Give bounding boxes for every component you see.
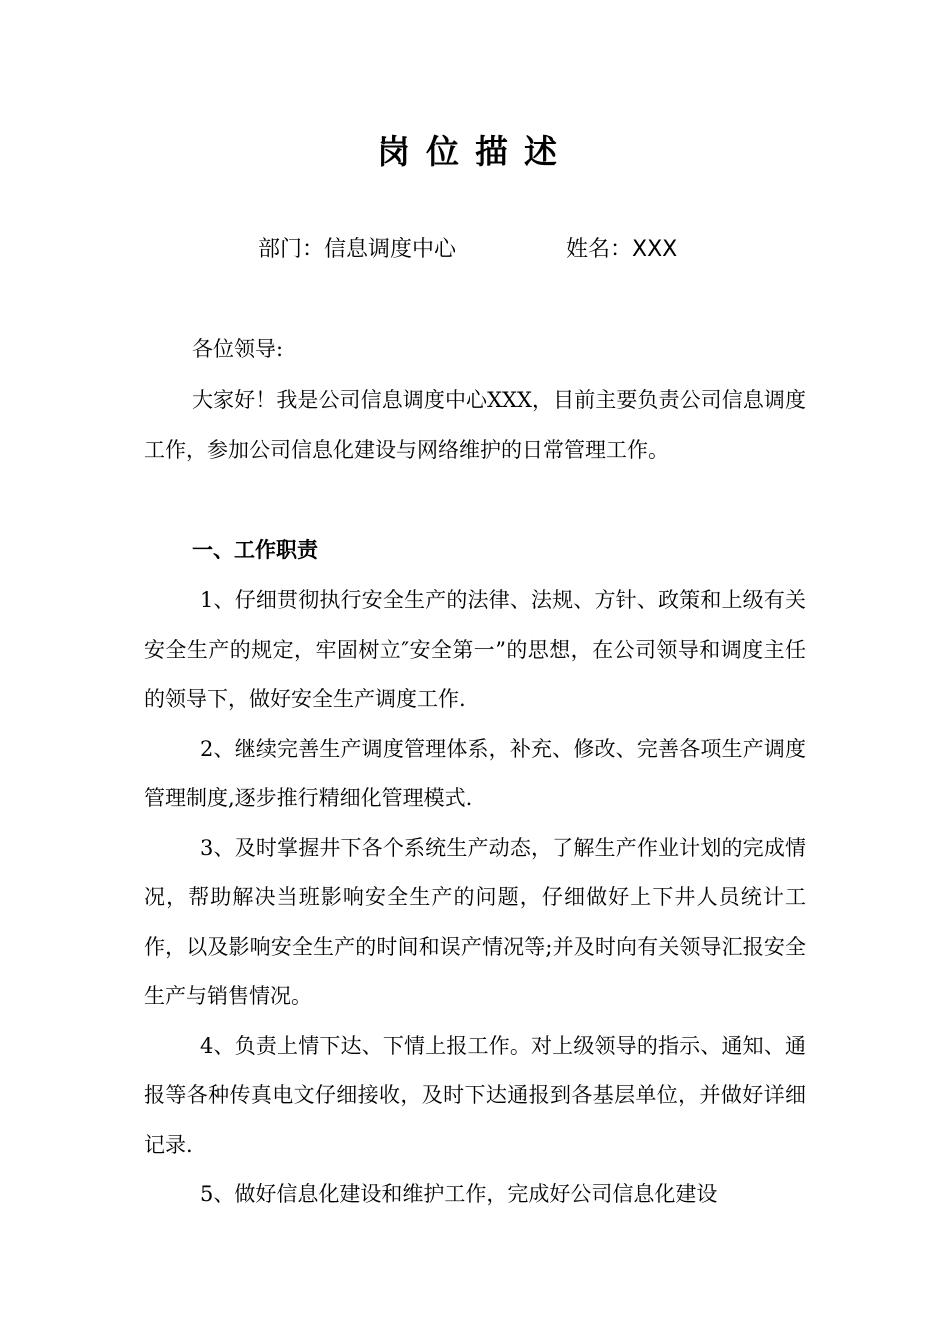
department-label: 部门 ： xyxy=(258,237,324,262)
duty-item: 5、做好信息化建设和维护工作，完成好公司信息化建设 xyxy=(200,1182,718,1206)
duty-item: 2、继续完善生产调度管理体系，补充、修改、完善各项生产调度管理制度,逐步推行精细化管理模式. xyxy=(144,736,806,810)
duty-item: 1、仔细贯彻执行安全生产的法律、法规、方针、政策和上级有关安全生产的规定，牢固树立″安全第一”的思想，在公司领导和调度主任的领导下，做好安全生产调度工作. xyxy=(144,588,806,711)
duties-list xyxy=(144,576,806,1220)
section-heading: 一、工作职责 xyxy=(192,538,318,562)
intro-paragraph: 大家好！我是公司信息调度中心XXX，目前主要负责公司信息调度工作，参加公司信息化建设与网络维护的日常管理工作。 xyxy=(144,388,806,462)
duty-item: 3、及时掌握井下各个系统生产动态，了解生产作业计划的完成情况，帮助解决当班影响安全生产的问题，仔细做好上下井人员统计工作，以及影响安全生产的时间和误产情况等;并及时向有关领导汇报安全生产与销售情况。 xyxy=(144,835,806,1008)
name-field xyxy=(566,230,677,270)
name-label: 姓名 ： xyxy=(566,237,632,262)
duty-item: 4、负责上情下达、下情上报工作。对上级领导的指示、通知、通报等各种传真电文仔细接收，及时下达通报到各基层单位，并做好详细记录. xyxy=(144,1033,806,1157)
greeting: 各位领导: xyxy=(192,337,284,361)
document-title: 岗位描述 xyxy=(377,132,573,171)
department-value: 信息调度中心 xyxy=(324,237,457,262)
department-field xyxy=(258,230,456,270)
name-value: XXX xyxy=(632,237,678,262)
